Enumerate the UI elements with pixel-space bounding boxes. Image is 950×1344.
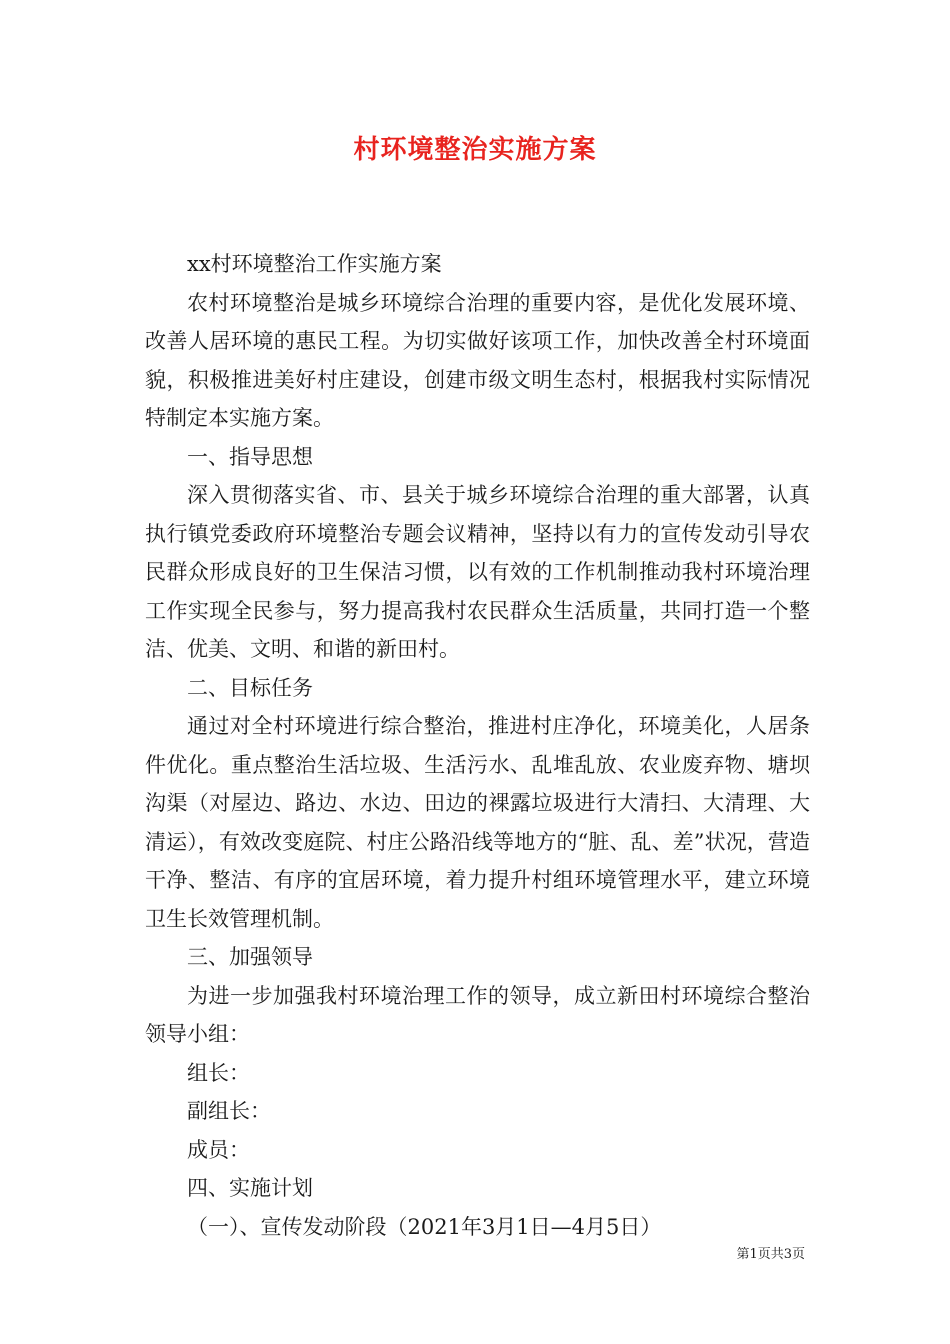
page-number: 第1页共3页 — [736, 1247, 805, 1262]
heading-goals: 二、目标任务 — [187, 675, 313, 700]
heading-guiding-ideology: 一、指导思想 — [187, 444, 313, 469]
paragraph-guiding-ideology: 深入贯彻落实省、市、县关于城乡环境综合治理的重大部署，认真执行镇党委政府环境整治专题会议精神，坚持以有力的宣传发动引导农民群众形成良好的卫生保洁习惯，以有效的工作机制推动我村环境治理工作实现全民参与，努力提高我村农民群众生活质量，共同打造一个整洁、优美、文明、和谐的新田村。 — [145, 483, 810, 661]
paragraph-leadership: 为进一步加强我村环境治理工作的领导，成立新田村环境综合整治领导小组： — [145, 983, 810, 1046]
line-group-leader: 组长： — [187, 1060, 250, 1085]
document-body — [145, 245, 810, 1246]
paragraph-goals: 通过对全村环境进行综合整治，推进村庄净化，环境美化，人居条件优化。重点整治生活垃圾、生活污水、乱堆乱放、农业废弃物、塘坝沟渠（对屋边、路边、水边、田边的裸露垃圾进行大清扫、大清理、大清运），有效改变庭院、村庄公路沿线等地方的“脏、乱、差”状况，营造干净、整洁、有序的宜居环境，着力提升村组环境管理水平，建立环境卫生长效管理机制。 — [145, 714, 810, 931]
document-title: 村环境整治实施方案 — [353, 135, 597, 165]
paragraph-subtitle: xx村环境整治工作实施方案 — [187, 252, 442, 276]
line-phase-one: （一）、宣传发动阶段（2021年3月1日—4月5日） — [187, 1214, 662, 1239]
paragraph-intro: 农村环境整治是城乡环境综合治理的重要内容，是优化发展环境、改善人居环境的惠民工程。为切实做好该项工作，加快改善全村环境面貌，积极推进美好村庄建设，创建市级文明生态村，根据我村实际情况特制定本实施方案。 — [145, 290, 810, 430]
heading-leadership: 三、加强领导 — [187, 945, 313, 969]
heading-implementation-plan: 四、实施计划 — [187, 1176, 313, 1200]
line-members: 成员： — [187, 1137, 250, 1162]
line-deputy-leader: 副组长： — [187, 1099, 271, 1123]
